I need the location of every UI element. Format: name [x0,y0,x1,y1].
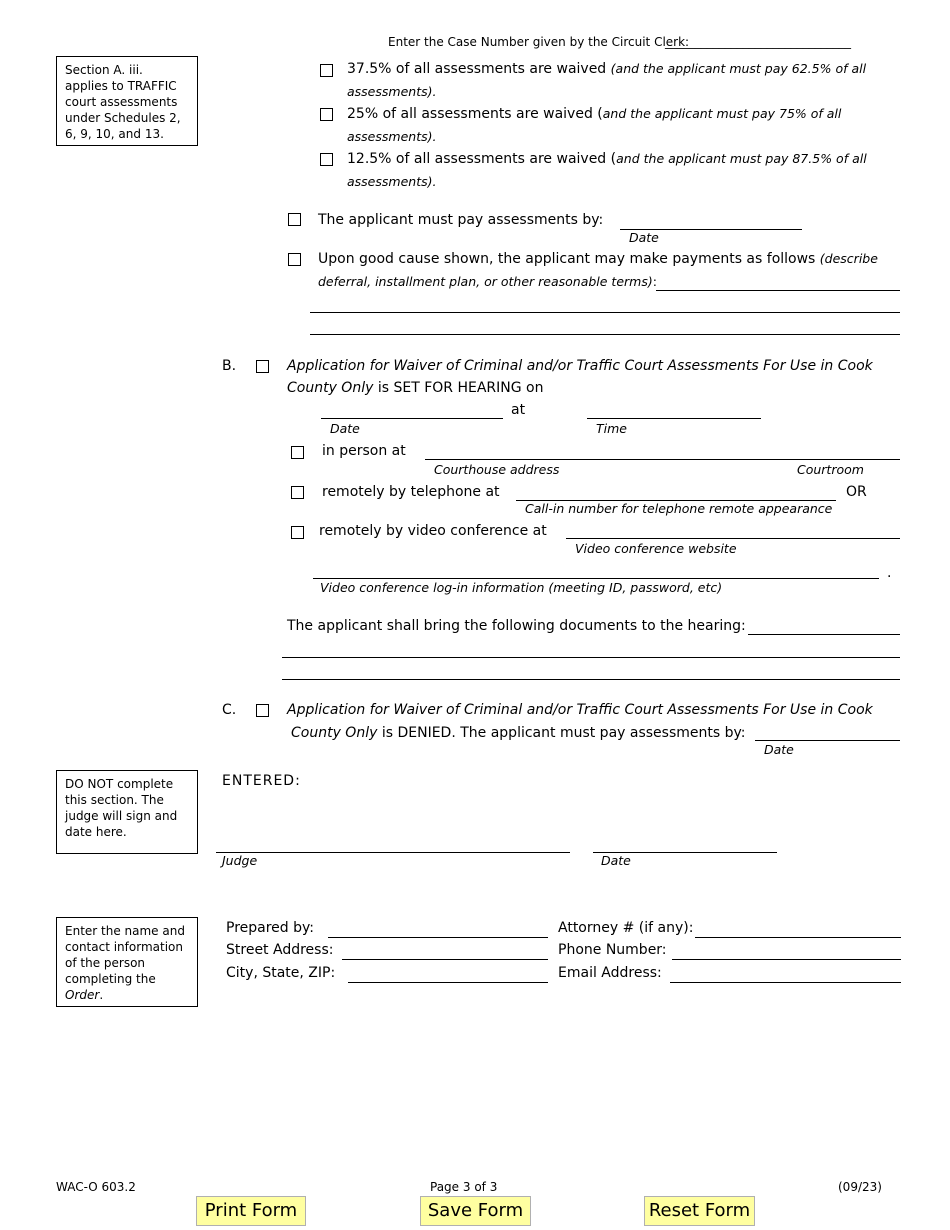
section-c-letter: C. [222,702,237,718]
street-label: Street Address: [226,942,334,958]
case-number-label: Enter the Case Number given by the Circuit Clerk: [388,35,690,49]
pay-by-date-caption: Date [629,230,659,245]
section-c-title-line1: Application for Waiver of Criminal and/or Traffic Court Assessments For Use in Cook [287,702,873,718]
print-form-button[interactable]: Print Form [196,1196,306,1226]
prepared-by-label: Prepared by: [226,920,314,936]
good-cause-terms-line-3[interactable] [310,334,900,335]
hearing-date-field[interactable] [321,418,503,419]
telephone-label: remotely by telephone at [322,484,500,500]
video-website-field[interactable] [566,538,900,539]
hearing-time-caption: Time [596,421,627,436]
courtroom-caption: Courtroom [797,462,864,477]
checkbox-waive-25[interactable] [320,108,333,121]
page-number: Page 3 of 3 [430,1180,498,1194]
checkbox-telephone[interactable] [291,486,304,499]
checkbox-good-cause[interactable] [288,253,301,266]
video-login-field[interactable] [313,578,879,579]
video-login-caption: Video conference log-in information (meeting ID, password, etc) [320,580,723,595]
opt-37-5-label: 37.5% of all assessments are waived (and the applicant must pay 62.5% of all [347,61,867,77]
judge-date-caption: Date [601,853,631,868]
good-cause-terms-line-2[interactable] [310,312,900,313]
denied-pay-by-date-field[interactable] [755,740,900,741]
section-b-title-line2: County Only is SET FOR HEARING on [287,380,544,396]
denied-date-caption: Date [764,742,794,757]
opt-25-label: 25% of all assessments are waived (and the applicant must pay 75% of all [347,106,842,122]
street-field[interactable] [342,959,548,960]
hearing-time-field[interactable] [587,418,761,419]
good-cause-label: Upon good cause shown, the applicant may make payments as follows (describe [318,251,878,267]
city-field[interactable] [348,982,548,983]
hearing-date-caption: Date [330,421,360,436]
checkbox-video[interactable] [291,526,304,539]
or-label: OR [846,484,867,500]
section-b-letter: B. [222,358,237,374]
documents-line-1[interactable] [748,634,900,635]
case-number-field[interactable]: _______________________________ [665,35,851,49]
documents-line-2[interactable] [282,657,900,658]
judge-signature-field[interactable] [216,852,570,853]
hearing-at-label: at [511,402,526,418]
checkbox-set-for-hearing[interactable] [256,360,269,373]
video-login-period: . [887,565,892,581]
city-label: City, State, ZIP: [226,965,336,981]
side-note-traffic: Section A. iii. applies to TRAFFIC court assessments under Schedules 2, 6, 9, 10, and 13. [56,56,198,146]
reset-form-button[interactable]: Reset Form [644,1196,755,1226]
checkbox-waive-12-5[interactable] [320,153,333,166]
opt-12-5-label: 12.5% of all assessments are waived (and the applicant must pay 87.5% of all [347,151,867,167]
call-in-caption: Call-in number for telephone remote appearance [525,501,833,516]
good-cause-cont: deferral, installment plan, or other reasonable terms): [318,274,657,289]
in-person-label: in person at [322,443,406,459]
good-cause-terms-line-1[interactable] [656,290,900,291]
entered-label: ENTERED: [222,773,301,789]
side-note-preparer: Enter the name and contact information of the person completing the Order. [56,917,198,1007]
section-b-title-line1: Application for Waiver of Criminal and/or Traffic Court Assessments For Use in Cook [287,358,873,374]
video-website-caption: Video conference website [575,541,737,556]
email-field[interactable] [670,982,901,983]
attorney-label: Attorney # (if any): [558,920,694,936]
email-label: Email Address: [558,965,662,981]
phone-field[interactable] [672,959,901,960]
courthouse-address-field[interactable] [425,459,900,460]
courthouse-caption: Courthouse address [434,462,560,477]
phone-label: Phone Number: [558,942,667,958]
pay-by-label: The applicant must pay assessments by: [318,212,604,228]
checkbox-waive-37-5[interactable] [320,64,333,77]
opt-12-5-cont: assessments). [347,174,437,189]
opt-25-cont: assessments). [347,129,437,144]
section-c-title-line2: County Only is DENIED. The applicant must pay assessments by: [291,725,746,741]
form-id: WAC-O 603.2 [56,1180,136,1194]
form-version: (09/23) [838,1180,882,1194]
documents-line-3[interactable] [282,679,900,680]
opt-37-5-cont: assessments). [347,84,437,99]
checkbox-pay-by[interactable] [288,213,301,226]
judge-caption: Judge [222,853,258,868]
documents-label: The applicant shall bring the following documents to the hearing: [287,618,746,634]
side-note-judge: DO NOT complete this section. The judge will sign and date here. [56,770,198,854]
attorney-field[interactable] [695,937,901,938]
checkbox-denied[interactable] [256,704,269,717]
prepared-by-field[interactable] [328,937,548,938]
video-label: remotely by video conference at [319,523,547,539]
save-form-button[interactable]: Save Form [420,1196,531,1226]
checkbox-in-person[interactable] [291,446,304,459]
